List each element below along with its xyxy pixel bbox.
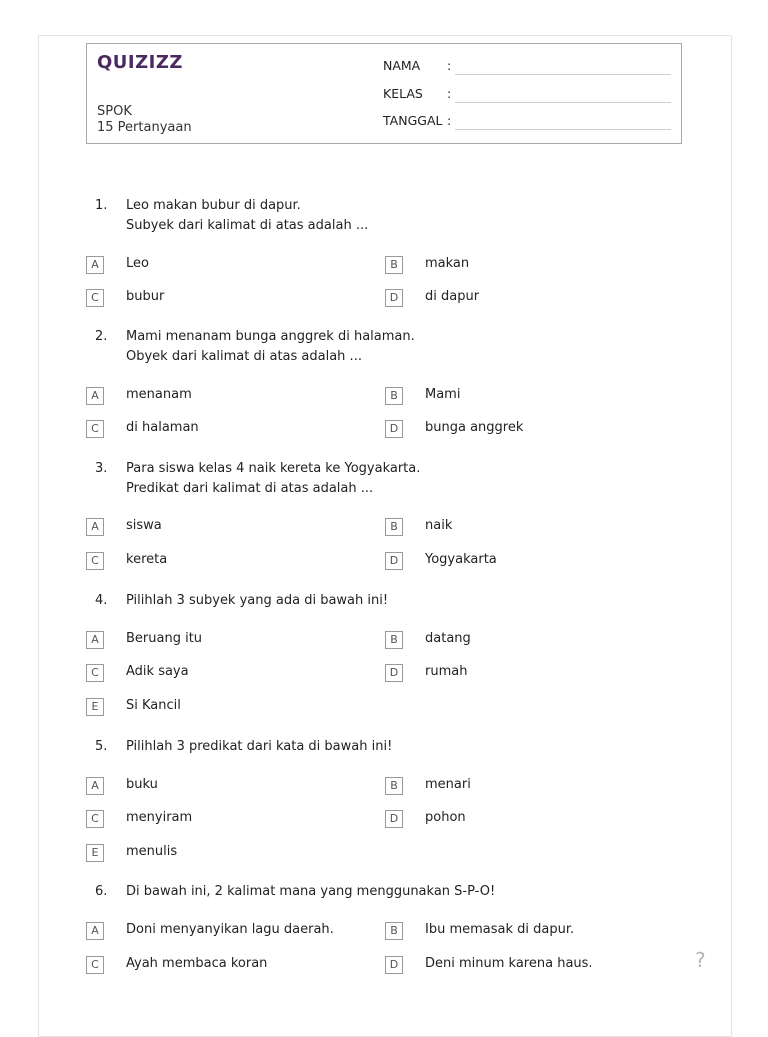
option-letter-box[interactable]: E — [86, 698, 104, 716]
fill-line — [455, 74, 671, 75]
question-line: Subyek dari kalimat di atas adalah ... — [126, 218, 369, 233]
option-text[interactable]: Adik saya — [126, 664, 189, 679]
question-line: Predikat dari kalimat di atas adalah ... — [126, 481, 374, 496]
option-text[interactable]: pohon — [425, 810, 466, 825]
option-text[interactable]: bubur — [126, 289, 165, 304]
option-letter-box[interactable]: D — [385, 810, 403, 828]
question-line: Obyek dari kalimat di atas adalah ... — [126, 349, 362, 364]
option-text[interactable]: bunga anggrek — [425, 420, 524, 435]
option-text[interactable]: siswa — [126, 518, 162, 533]
option-letter-box[interactable]: B — [385, 387, 403, 405]
option-letter-box[interactable]: C — [86, 289, 104, 307]
option-text[interactable]: di dapur — [425, 289, 480, 304]
option-text[interactable]: Yogyakarta — [425, 552, 497, 567]
option-letter-box[interactable]: D — [385, 289, 403, 307]
option-text[interactable]: Beruang itu — [126, 631, 203, 646]
option-letter-box[interactable]: B — [385, 777, 403, 795]
question-line: Pilihlah 3 subyek yang ada di bawah ini! — [126, 593, 389, 608]
option-text[interactable]: Doni menyanyikan lagu daerah. — [126, 922, 334, 937]
option-letter-box[interactable]: C — [86, 664, 104, 682]
option-text[interactable]: rumah — [425, 664, 468, 679]
option-letter-box[interactable]: E — [86, 844, 104, 862]
question-line: Pilihlah 3 predikat dari kata di bawah ini! — [126, 739, 393, 754]
option-text[interactable]: Ayah membaca koran — [126, 956, 268, 971]
question-number: 6. — [95, 884, 108, 899]
question-line: Para siswa kelas 4 naik kereta ke Yogyakarta. — [126, 461, 421, 476]
option-letter-box[interactable]: C — [86, 956, 104, 974]
question-number: 4. — [95, 593, 108, 608]
field-label: NAMA — [383, 58, 421, 73]
field-colon: : — [447, 86, 452, 101]
option-letter-box[interactable]: C — [86, 810, 104, 828]
option-letter-box[interactable]: B — [385, 256, 403, 274]
option-text[interactable]: menyiram — [126, 810, 193, 825]
quiz-title: SPOK — [97, 104, 132, 119]
question-count: 15 Pertanyaan — [97, 120, 192, 135]
option-letter-box[interactable]: C — [86, 552, 104, 570]
option-text[interactable]: buku — [126, 777, 158, 792]
help-icon[interactable]: ? — [695, 948, 706, 972]
option-text[interactable]: menari — [425, 777, 471, 792]
option-text[interactable]: Leo — [126, 256, 149, 271]
question-line: Di bawah ini, 2 kalimat mana yang menggunakan S-P-O! — [126, 884, 496, 899]
option-text[interactable]: naik — [425, 518, 453, 533]
field-label: TANGGAL — [383, 113, 443, 128]
option-text[interactable]: Mami — [425, 387, 461, 402]
fill-line — [455, 129, 671, 130]
option-letter-box[interactable]: A — [86, 387, 104, 405]
option-text[interactable]: menanam — [126, 387, 192, 402]
option-letter-box[interactable]: D — [385, 956, 403, 974]
option-text[interactable]: datang — [425, 631, 471, 646]
option-text[interactable]: Si Kancil — [126, 698, 181, 713]
option-letter-box[interactable]: C — [86, 420, 104, 438]
option-letter-box[interactable]: A — [86, 922, 104, 940]
question-number: 2. — [95, 329, 108, 344]
option-letter-box[interactable]: A — [86, 256, 104, 274]
fill-line — [455, 102, 671, 103]
quizizz-logo: QUIZIZZ — [97, 52, 183, 73]
field-colon: : — [447, 113, 452, 128]
option-letter-box[interactable]: A — [86, 777, 104, 795]
field-label: KELAS — [383, 86, 423, 101]
worksheet-header — [86, 43, 682, 144]
option-letter-box[interactable]: B — [385, 518, 403, 536]
question-line: Mami menanam bunga anggrek di halaman. — [126, 329, 415, 344]
option-letter-box[interactable]: D — [385, 552, 403, 570]
question-line: Leo makan bubur di dapur. — [126, 198, 301, 213]
option-text[interactable]: Ibu memasak di dapur. — [425, 922, 575, 937]
field-colon: : — [447, 58, 452, 73]
question-number: 5. — [95, 739, 108, 754]
question-number: 1. — [95, 198, 108, 213]
option-letter-box[interactable]: A — [86, 631, 104, 649]
option-letter-box[interactable]: D — [385, 420, 403, 438]
option-letter-box[interactable]: B — [385, 631, 403, 649]
option-letter-box[interactable]: D — [385, 664, 403, 682]
option-text[interactable]: di halaman — [126, 420, 199, 435]
option-text[interactable]: Deni minum karena haus. — [425, 956, 593, 971]
question-number: 3. — [95, 461, 108, 476]
option-text[interactable]: menulis — [126, 844, 178, 859]
option-text[interactable]: kereta — [126, 552, 168, 567]
option-text[interactable]: makan — [425, 256, 470, 271]
option-letter-box[interactable]: A — [86, 518, 104, 536]
option-letter-box[interactable]: B — [385, 922, 403, 940]
